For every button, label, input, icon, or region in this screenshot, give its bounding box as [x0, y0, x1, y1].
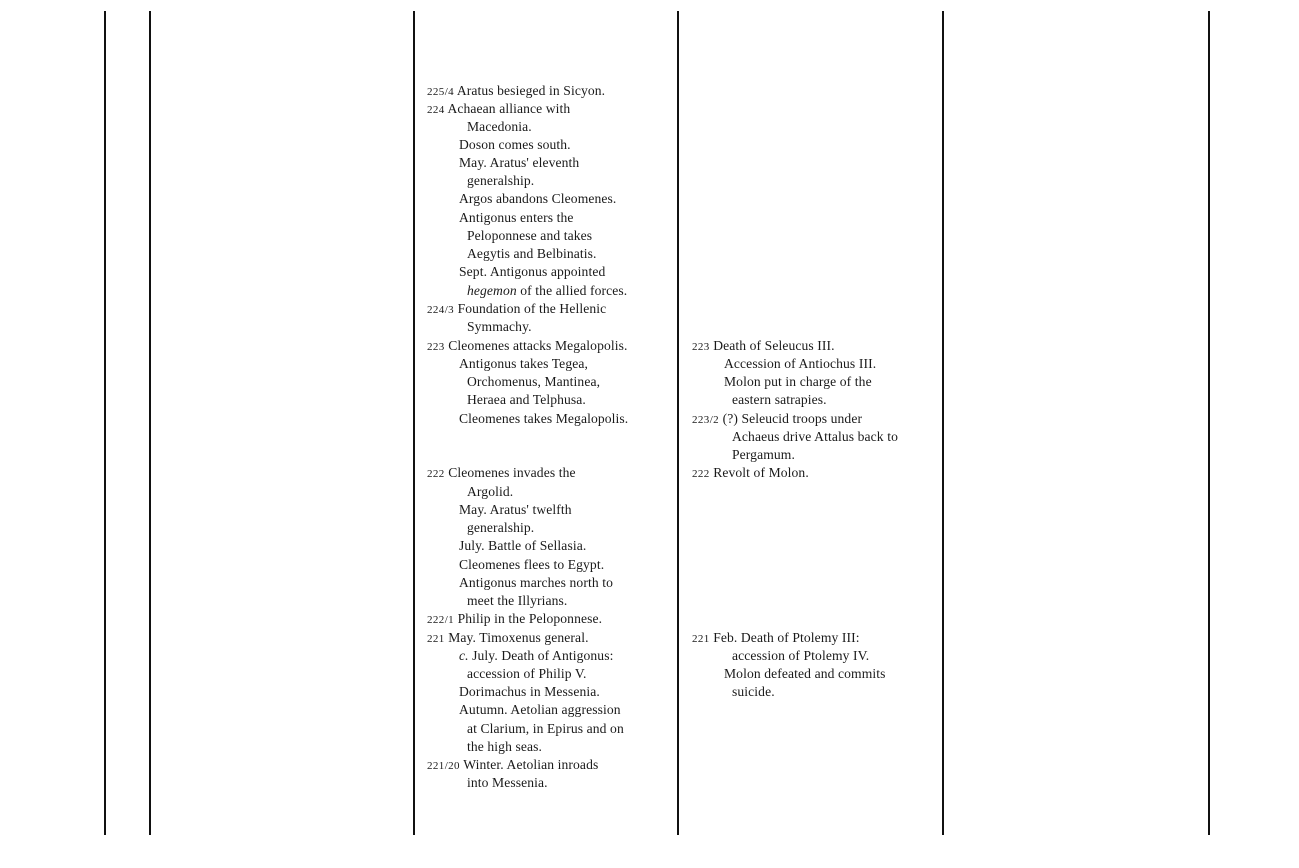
year-label: 224/3	[427, 304, 455, 316]
column-rule-6	[1208, 11, 1210, 835]
entry-text: generalship.	[467, 173, 535, 188]
entry-text: Philip in the Peloponnese.	[457, 611, 603, 626]
column-east	[692, 0, 942, 868]
entry-text: Antigonus enters the	[459, 210, 574, 225]
entry-text: Molon defeated and commits	[724, 666, 886, 681]
entry-text: Cleomenes invades the	[448, 465, 576, 480]
column-rule-1	[104, 11, 106, 835]
east-line	[692, 629, 860, 648]
year-label: 221/20	[427, 760, 460, 772]
greece-line	[427, 190, 616, 208]
column-rule-2	[149, 11, 151, 835]
entry-text: Aratus besieged in Sicyon.	[456, 83, 606, 98]
entry-text: July. Battle of Sellasia.	[459, 538, 587, 553]
entry-text: meet the Illyrians.	[467, 593, 568, 608]
greece-line	[427, 574, 613, 592]
east-line	[692, 391, 827, 409]
year-label: 222	[427, 468, 445, 480]
entry-text: Argolid.	[467, 484, 514, 499]
greece-line	[427, 519, 534, 537]
entry-text: Autumn. Aetolian aggression	[459, 702, 621, 717]
entry-text: Feb. Death of Ptolemy III:	[713, 630, 860, 645]
greece-line	[427, 683, 600, 701]
greece-line	[427, 337, 628, 356]
entry-text: Heraea and Telphusa.	[467, 392, 586, 407]
greece-line	[427, 610, 602, 629]
greece-line	[427, 263, 605, 281]
year-label: 224	[427, 104, 445, 116]
entry-text: Cleomenes flees to Egypt.	[459, 557, 605, 572]
greece-line	[427, 136, 571, 154]
east-line	[692, 665, 886, 683]
entry-text: generalship.	[467, 520, 535, 535]
east-line	[692, 428, 898, 446]
year-label: 222	[692, 468, 710, 480]
greece-line	[427, 227, 592, 245]
east-line	[692, 355, 876, 373]
year-label: 223	[692, 341, 710, 353]
entry-text: Orchomenus, Mantinea,	[467, 374, 601, 389]
year-label: 221	[692, 633, 710, 645]
greece-line	[427, 410, 628, 428]
greece-line	[427, 245, 597, 263]
entry-text: Antigonus takes Tegea,	[459, 356, 588, 371]
entry-text: at Clarium, in Epirus and on	[467, 721, 624, 736]
greece-line	[427, 172, 534, 190]
greece-line	[427, 373, 600, 391]
greece-line	[427, 556, 604, 574]
entry-text: Dorimachus in Messenia.	[459, 684, 600, 699]
entry-text: Sept. Antigonus appointed	[459, 264, 606, 279]
italic-term: c.	[459, 648, 469, 663]
east-line	[692, 647, 869, 665]
entry-text: Symmachy.	[467, 319, 532, 334]
greece-line	[427, 756, 598, 775]
greece-line	[427, 738, 542, 756]
east-line	[692, 373, 872, 391]
year-label: 222/1	[427, 614, 455, 626]
entry-text: eastern satrapies.	[732, 392, 827, 407]
entry-text: accession of Philip V.	[467, 666, 587, 681]
greece-line	[427, 537, 586, 555]
entry-text: Argos abandons Cleomenes.	[459, 191, 617, 206]
greece-line	[427, 118, 532, 136]
entry-text: Achaean alliance with	[447, 101, 571, 116]
year-label: 225/4	[427, 86, 455, 98]
greece-line	[427, 720, 624, 738]
greece-line	[427, 647, 613, 665]
entry-text: Cleomenes takes Megalopolis.	[459, 411, 629, 426]
entry-text: Foundation of the Hellenic	[457, 301, 607, 316]
entry-text: Aegytis and Belbinatis.	[467, 246, 597, 261]
east-line	[692, 337, 835, 356]
entry-text: Macedonia.	[467, 119, 532, 134]
year-label: 223	[427, 341, 445, 353]
greece-line	[427, 665, 587, 683]
entry-text: accession of Ptolemy IV.	[732, 648, 870, 663]
entry-text: May. Timoxenus general.	[448, 630, 589, 645]
entry-text: Achaeus drive Attalus back to	[732, 429, 898, 444]
greece-line	[427, 300, 606, 319]
greece-line	[427, 391, 586, 409]
greece-line	[427, 629, 589, 648]
greece-line	[427, 282, 627, 300]
east-line	[692, 410, 862, 429]
year-label: 223/2	[692, 414, 720, 426]
entry-text: Antigonus marches north to	[459, 575, 613, 590]
column-greece	[427, 0, 677, 868]
entry-text: July. Death of Antigonus:	[468, 648, 614, 663]
column-rule-4	[677, 11, 679, 835]
entry-text: Doson comes south.	[459, 137, 571, 152]
east-line	[692, 446, 795, 464]
greece-line	[427, 209, 574, 227]
greece-line	[427, 464, 576, 483]
entry-text: Death of Seleucus III.	[713, 338, 835, 353]
entry-text: the high seas.	[467, 739, 543, 754]
greece-line	[427, 318, 532, 336]
entry-text: Revolt of Molon.	[713, 465, 809, 480]
greece-line	[427, 100, 570, 119]
year-label: 221	[427, 633, 445, 645]
greece-line	[427, 82, 605, 101]
greece-line	[427, 501, 572, 519]
entry-text: Accession of Antiochus III.	[724, 356, 877, 371]
east-line	[692, 683, 775, 701]
entry-text: suicide.	[732, 684, 775, 699]
entry-text: into Messenia.	[467, 775, 548, 790]
greece-line	[427, 701, 621, 719]
greece-line	[427, 483, 513, 501]
entry-text: Cleomenes attacks Megalopolis.	[448, 338, 628, 353]
greece-line	[427, 154, 579, 172]
entry-text: Pergamum.	[732, 447, 795, 462]
entry-text: Winter. Aetolian inroads	[463, 757, 599, 772]
entry-text: of the allied forces.	[516, 283, 628, 298]
greece-line	[427, 592, 567, 610]
entry-text: (?) Seleucid troops under	[722, 411, 863, 426]
east-line	[692, 464, 809, 483]
italic-term: hegemon	[467, 283, 517, 298]
greece-line	[427, 774, 548, 792]
greece-line	[427, 355, 588, 373]
entry-text: Molon put in charge of the	[724, 374, 872, 389]
column-rule-5	[942, 11, 944, 835]
entry-text: Peloponnese and takes	[467, 228, 593, 243]
column-rule-3	[413, 11, 415, 835]
entry-text: May. Aratus' eleventh	[459, 155, 580, 170]
entry-text: May. Aratus' twelfth	[459, 502, 572, 517]
